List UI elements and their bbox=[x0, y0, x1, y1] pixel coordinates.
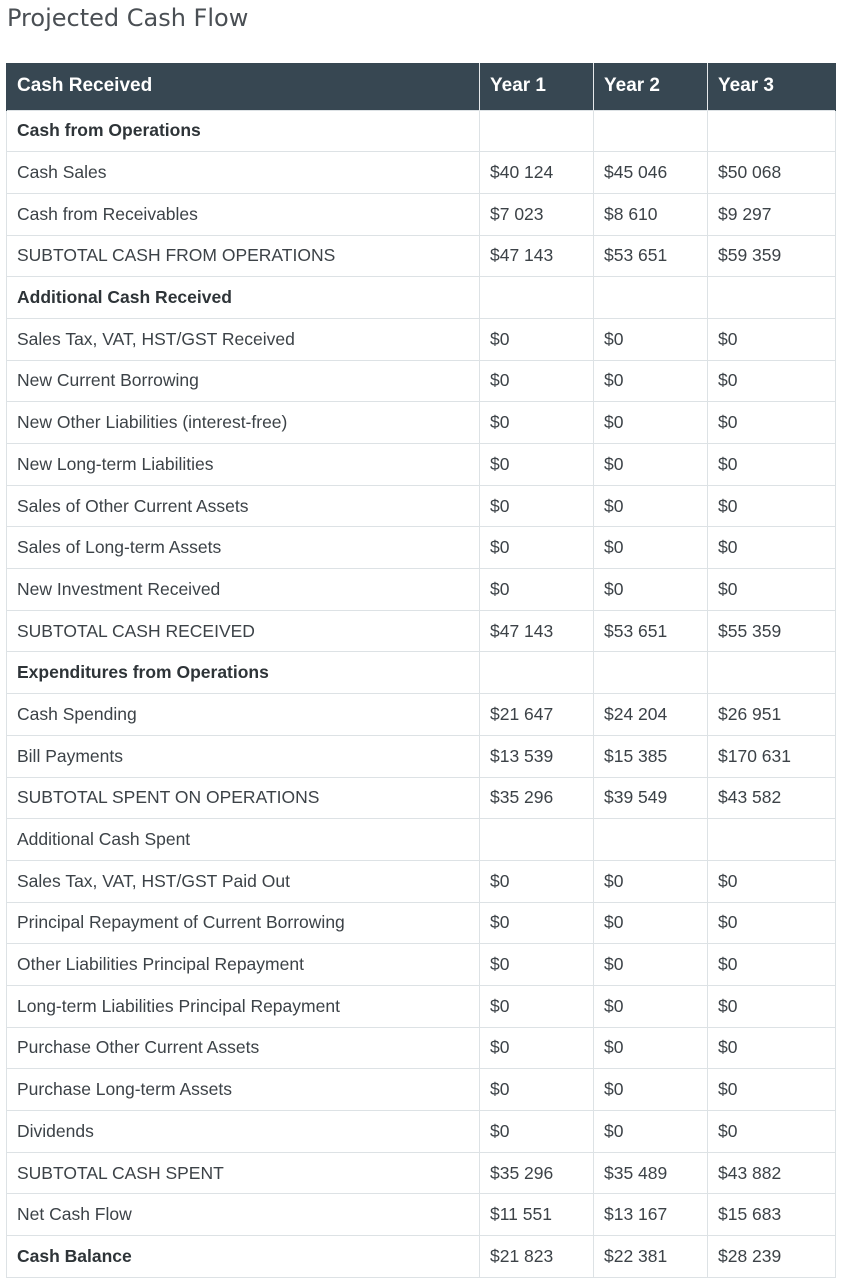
year-2-value bbox=[594, 819, 708, 861]
year-1-value: $35 296 bbox=[480, 777, 594, 819]
year-2-value: $0 bbox=[594, 527, 708, 569]
table-row bbox=[7, 360, 836, 402]
year-1-value: $47 143 bbox=[480, 610, 594, 652]
year-2-value: $15 385 bbox=[594, 735, 708, 777]
year-1-value: $0 bbox=[480, 318, 594, 360]
year-3-value: $0 bbox=[708, 1027, 836, 1069]
cash-flow-table bbox=[6, 63, 836, 1278]
year-2-value: $0 bbox=[594, 902, 708, 944]
year-3-value: $0 bbox=[708, 402, 836, 444]
year-2-value: $0 bbox=[594, 360, 708, 402]
row-label: New Investment Received bbox=[7, 569, 480, 611]
table-row bbox=[7, 860, 836, 902]
table-row bbox=[7, 694, 836, 736]
year-3-value: $55 359 bbox=[708, 610, 836, 652]
table-row bbox=[7, 402, 836, 444]
year-2-value: $0 bbox=[594, 1027, 708, 1069]
year-3-value: $9 297 bbox=[708, 193, 836, 235]
year-3-value: $0 bbox=[708, 944, 836, 986]
year-1-value: $0 bbox=[480, 360, 594, 402]
year-2-value: $53 651 bbox=[594, 610, 708, 652]
page-title: Projected Cash Flow bbox=[7, 4, 249, 32]
year-2-value: $35 489 bbox=[594, 1152, 708, 1194]
year-2-value: $0 bbox=[594, 402, 708, 444]
year-2-value bbox=[594, 652, 708, 694]
table-row bbox=[7, 819, 836, 861]
year-1-value bbox=[480, 819, 594, 861]
year-1-value: $0 bbox=[480, 1069, 594, 1111]
year-3-value: $0 bbox=[708, 527, 836, 569]
table-row bbox=[7, 485, 836, 527]
table-row bbox=[7, 1152, 836, 1194]
year-2-value: $0 bbox=[594, 444, 708, 486]
year-3-value: $43 582 bbox=[708, 777, 836, 819]
year-3-value: $170 631 bbox=[708, 735, 836, 777]
table-row bbox=[7, 735, 836, 777]
column-header-year-1: Year 1 bbox=[480, 63, 594, 110]
year-1-value bbox=[480, 652, 594, 694]
year-3-value: $0 bbox=[708, 1111, 836, 1153]
year-1-value: $0 bbox=[480, 902, 594, 944]
year-2-value: $0 bbox=[594, 318, 708, 360]
table-row bbox=[7, 1194, 836, 1236]
year-2-value: $13 167 bbox=[594, 1194, 708, 1236]
table-header-row bbox=[7, 63, 836, 110]
table-row bbox=[7, 777, 836, 819]
table-row bbox=[7, 569, 836, 611]
table-row bbox=[7, 110, 836, 152]
year-1-value: $11 551 bbox=[480, 1194, 594, 1236]
year-3-value: $26 951 bbox=[708, 694, 836, 736]
row-label: Additional Cash Spent bbox=[7, 819, 480, 861]
table-row bbox=[7, 1111, 836, 1153]
row-label: Sales Tax, VAT, HST/GST Paid Out bbox=[7, 860, 480, 902]
year-1-value: $0 bbox=[480, 485, 594, 527]
year-3-value bbox=[708, 819, 836, 861]
year-3-value: $15 683 bbox=[708, 1194, 836, 1236]
year-1-value: $21 823 bbox=[480, 1236, 594, 1278]
row-label: Sales of Long-term Assets bbox=[7, 527, 480, 569]
row-label: New Current Borrowing bbox=[7, 360, 480, 402]
year-3-value: $0 bbox=[708, 860, 836, 902]
table-row bbox=[7, 193, 836, 235]
year-2-value: $0 bbox=[594, 1069, 708, 1111]
year-2-value: $24 204 bbox=[594, 694, 708, 736]
year-3-value: $0 bbox=[708, 902, 836, 944]
row-label: Cash Sales bbox=[7, 152, 480, 194]
year-3-value: $28 239 bbox=[708, 1236, 836, 1278]
column-header-label: Cash Received bbox=[7, 63, 480, 110]
year-3-value bbox=[708, 652, 836, 694]
year-3-value bbox=[708, 277, 836, 319]
year-1-value: $40 124 bbox=[480, 152, 594, 194]
table-row bbox=[7, 527, 836, 569]
row-label: New Long-term Liabilities bbox=[7, 444, 480, 486]
table-row bbox=[7, 1069, 836, 1111]
table-row bbox=[7, 152, 836, 194]
year-1-value bbox=[480, 277, 594, 319]
row-label: SUBTOTAL CASH RECEIVED bbox=[7, 610, 480, 652]
year-2-value: $0 bbox=[594, 1111, 708, 1153]
year-1-value: $0 bbox=[480, 1027, 594, 1069]
table-row bbox=[7, 1236, 836, 1278]
row-label: SUBTOTAL CASH FROM OPERATIONS bbox=[7, 235, 480, 277]
year-3-value: $0 bbox=[708, 318, 836, 360]
year-1-value: $47 143 bbox=[480, 235, 594, 277]
table-row bbox=[7, 1027, 836, 1069]
table-row bbox=[7, 444, 836, 486]
table-row bbox=[7, 985, 836, 1027]
year-1-value: $0 bbox=[480, 985, 594, 1027]
row-label: Additional Cash Received bbox=[7, 277, 480, 319]
year-1-value: $7 023 bbox=[480, 193, 594, 235]
year-1-value: $0 bbox=[480, 944, 594, 986]
year-3-value: $0 bbox=[708, 569, 836, 611]
year-3-value: $0 bbox=[708, 1069, 836, 1111]
year-2-value: $53 651 bbox=[594, 235, 708, 277]
year-3-value: $50 068 bbox=[708, 152, 836, 194]
row-label: Long-term Liabilities Principal Repayment bbox=[7, 985, 480, 1027]
year-1-value: $0 bbox=[480, 402, 594, 444]
year-2-value bbox=[594, 110, 708, 152]
year-2-value bbox=[594, 277, 708, 319]
table-row bbox=[7, 318, 836, 360]
table-row bbox=[7, 235, 836, 277]
row-label: Bill Payments bbox=[7, 735, 480, 777]
year-2-value: $39 549 bbox=[594, 777, 708, 819]
row-label: New Other Liabilities (interest-free) bbox=[7, 402, 480, 444]
year-3-value: $43 882 bbox=[708, 1152, 836, 1194]
year-2-value: $0 bbox=[594, 569, 708, 611]
year-1-value: $0 bbox=[480, 1111, 594, 1153]
year-2-value: $0 bbox=[594, 944, 708, 986]
row-label: SUBTOTAL SPENT ON OPERATIONS bbox=[7, 777, 480, 819]
year-1-value: $0 bbox=[480, 444, 594, 486]
table-body bbox=[7, 110, 836, 1277]
year-1-value: $21 647 bbox=[480, 694, 594, 736]
row-label: Cash from Receivables bbox=[7, 193, 480, 235]
year-3-value: $0 bbox=[708, 444, 836, 486]
row-label: Purchase Long-term Assets bbox=[7, 1069, 480, 1111]
row-label: Purchase Other Current Assets bbox=[7, 1027, 480, 1069]
row-label: Net Cash Flow bbox=[7, 1194, 480, 1236]
table-row bbox=[7, 610, 836, 652]
year-1-value bbox=[480, 110, 594, 152]
year-2-value: $45 046 bbox=[594, 152, 708, 194]
year-1-value: $13 539 bbox=[480, 735, 594, 777]
row-label: SUBTOTAL CASH SPENT bbox=[7, 1152, 480, 1194]
year-1-value: $35 296 bbox=[480, 1152, 594, 1194]
year-2-value: $0 bbox=[594, 985, 708, 1027]
year-2-value: $0 bbox=[594, 860, 708, 902]
table-row bbox=[7, 902, 836, 944]
row-label: Principal Repayment of Current Borrowing bbox=[7, 902, 480, 944]
year-3-value bbox=[708, 110, 836, 152]
table-row bbox=[7, 944, 836, 986]
year-3-value: $0 bbox=[708, 360, 836, 402]
row-label: Sales Tax, VAT, HST/GST Received bbox=[7, 318, 480, 360]
row-label: Cash Balance bbox=[7, 1236, 480, 1278]
row-label: Expenditures from Operations bbox=[7, 652, 480, 694]
column-header-year-2: Year 2 bbox=[594, 63, 708, 110]
row-label: Sales of Other Current Assets bbox=[7, 485, 480, 527]
table-row bbox=[7, 277, 836, 319]
year-2-value: $8 610 bbox=[594, 193, 708, 235]
year-3-value: $0 bbox=[708, 485, 836, 527]
row-label: Cash from Operations bbox=[7, 110, 480, 152]
year-3-value: $59 359 bbox=[708, 235, 836, 277]
year-3-value: $0 bbox=[708, 985, 836, 1027]
year-1-value: $0 bbox=[480, 527, 594, 569]
row-label: Cash Spending bbox=[7, 694, 480, 736]
year-2-value: $22 381 bbox=[594, 1236, 708, 1278]
year-2-value: $0 bbox=[594, 485, 708, 527]
column-header-year-3: Year 3 bbox=[708, 63, 836, 110]
year-1-value: $0 bbox=[480, 860, 594, 902]
row-label: Dividends bbox=[7, 1111, 480, 1153]
year-1-value: $0 bbox=[480, 569, 594, 611]
row-label: Other Liabilities Principal Repayment bbox=[7, 944, 480, 986]
table-row bbox=[7, 652, 836, 694]
